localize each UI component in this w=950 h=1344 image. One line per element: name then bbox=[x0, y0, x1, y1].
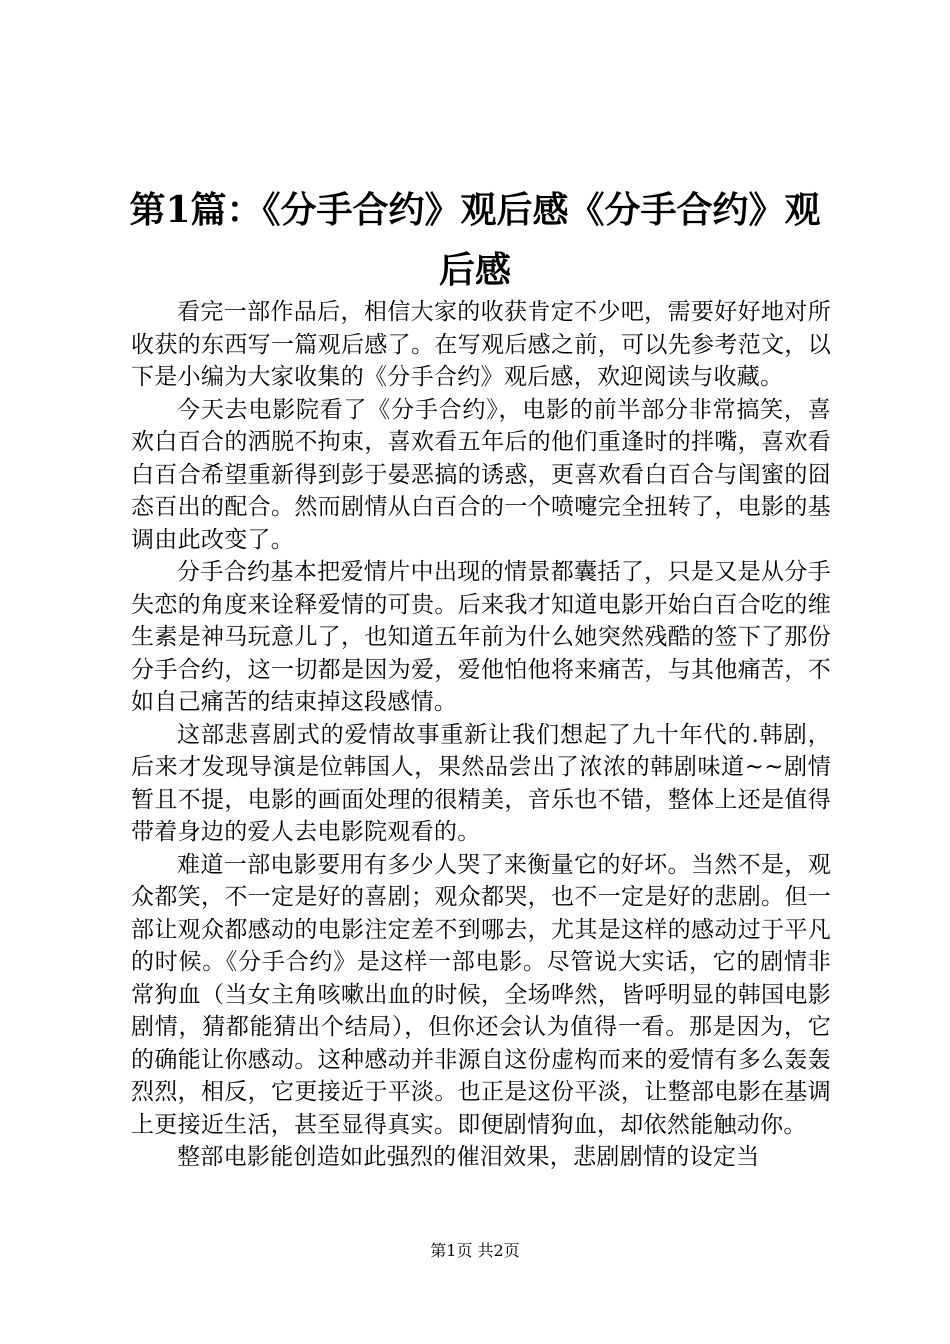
document-body bbox=[131, 296, 831, 1174]
paragraph-4: 这部悲喜剧式的爱情故事重新让我们想起了九十年代的.韩剧，后来才发现导演是位韩国人，果然品尝出了浓浓的韩剧味道~~剧情暂且不提，电影的画面处理的很精美，音乐也不错，整体上还是值得带着身边的爱人去电影院观看的。 bbox=[131, 721, 831, 845]
paragraph-5: 难道一部电影要用有多少人哭了来衡量它的好坏。当然不是，观众都笑，不一定是好的喜剧；观众都哭，也不一定是好的悲剧。但一部让观众都感动的电影注定差不到哪去，尤其是这样的感动过于平凡的时候。《分手合约》是这样一部电影。尽管说大实话，它的剧情非常狗血（当女主角咳嗽出血的时候，全场哗然，皆呼明显的韩国电影剧情，猜都能猜出个结局），但你还会认为值得一看。那是因为，它的确能让你感动。这种感动并非源自这份虚构而来的爱情有多么轰轰烈烈，相反，它更接近于平淡。也正是这份平淡，让整部电影在基调上更接近生活，甚至显得真实。即便剧情狗血，却依然能触动你。 bbox=[131, 851, 831, 1138]
paragraph-3: 分手合约基本把爱情片中出现的情景都囊括了，只是又是从分手失恋的角度来诠释爱情的可贵。后来我才知道电影开始白百合吃的维生素是神马玩意儿了，也知道五年前为什么她突然残酷的签下了那份分手合约，这一切都是因为爱，爱他怕他将来痛苦，与其他痛苦，不如自己痛苦的结束掉这段感情。 bbox=[131, 559, 831, 715]
paragraph-1: 看完一部作品后，相信大家的收获肯定不少吧，需要好好地对所收获的东西写一篇观后感了。在写观后感之前，可以先参考范文，以下是小编为大家收集的《分手合约》观后感，欢迎阅读与收藏。 bbox=[131, 299, 831, 390]
paragraph-2: 今天去电影院看了《分手合约》，电影的前半部分非常搞笑，喜欢白百合的洒脱不拘束，喜欢看五年后的他们重逢时的拌嘴，喜欢看白百合希望重新得到彭于晏恶搞的诱惑，更喜欢看白百合与闺蜜的囧态百出的配合。然而剧情从白百合的一个喷嚏完全扭转了，电影的基调由此改变了。 bbox=[131, 396, 831, 553]
document-title: 第1篇：《分手合约》观后感《分手合约》观后感 bbox=[129, 189, 821, 291]
page-footer: 第1页 共2页 bbox=[430, 1241, 520, 1260]
paragraph-6: 整部电影能创造如此强烈的催泪效果，悲剧剧情的设定当 bbox=[177, 1144, 760, 1170]
